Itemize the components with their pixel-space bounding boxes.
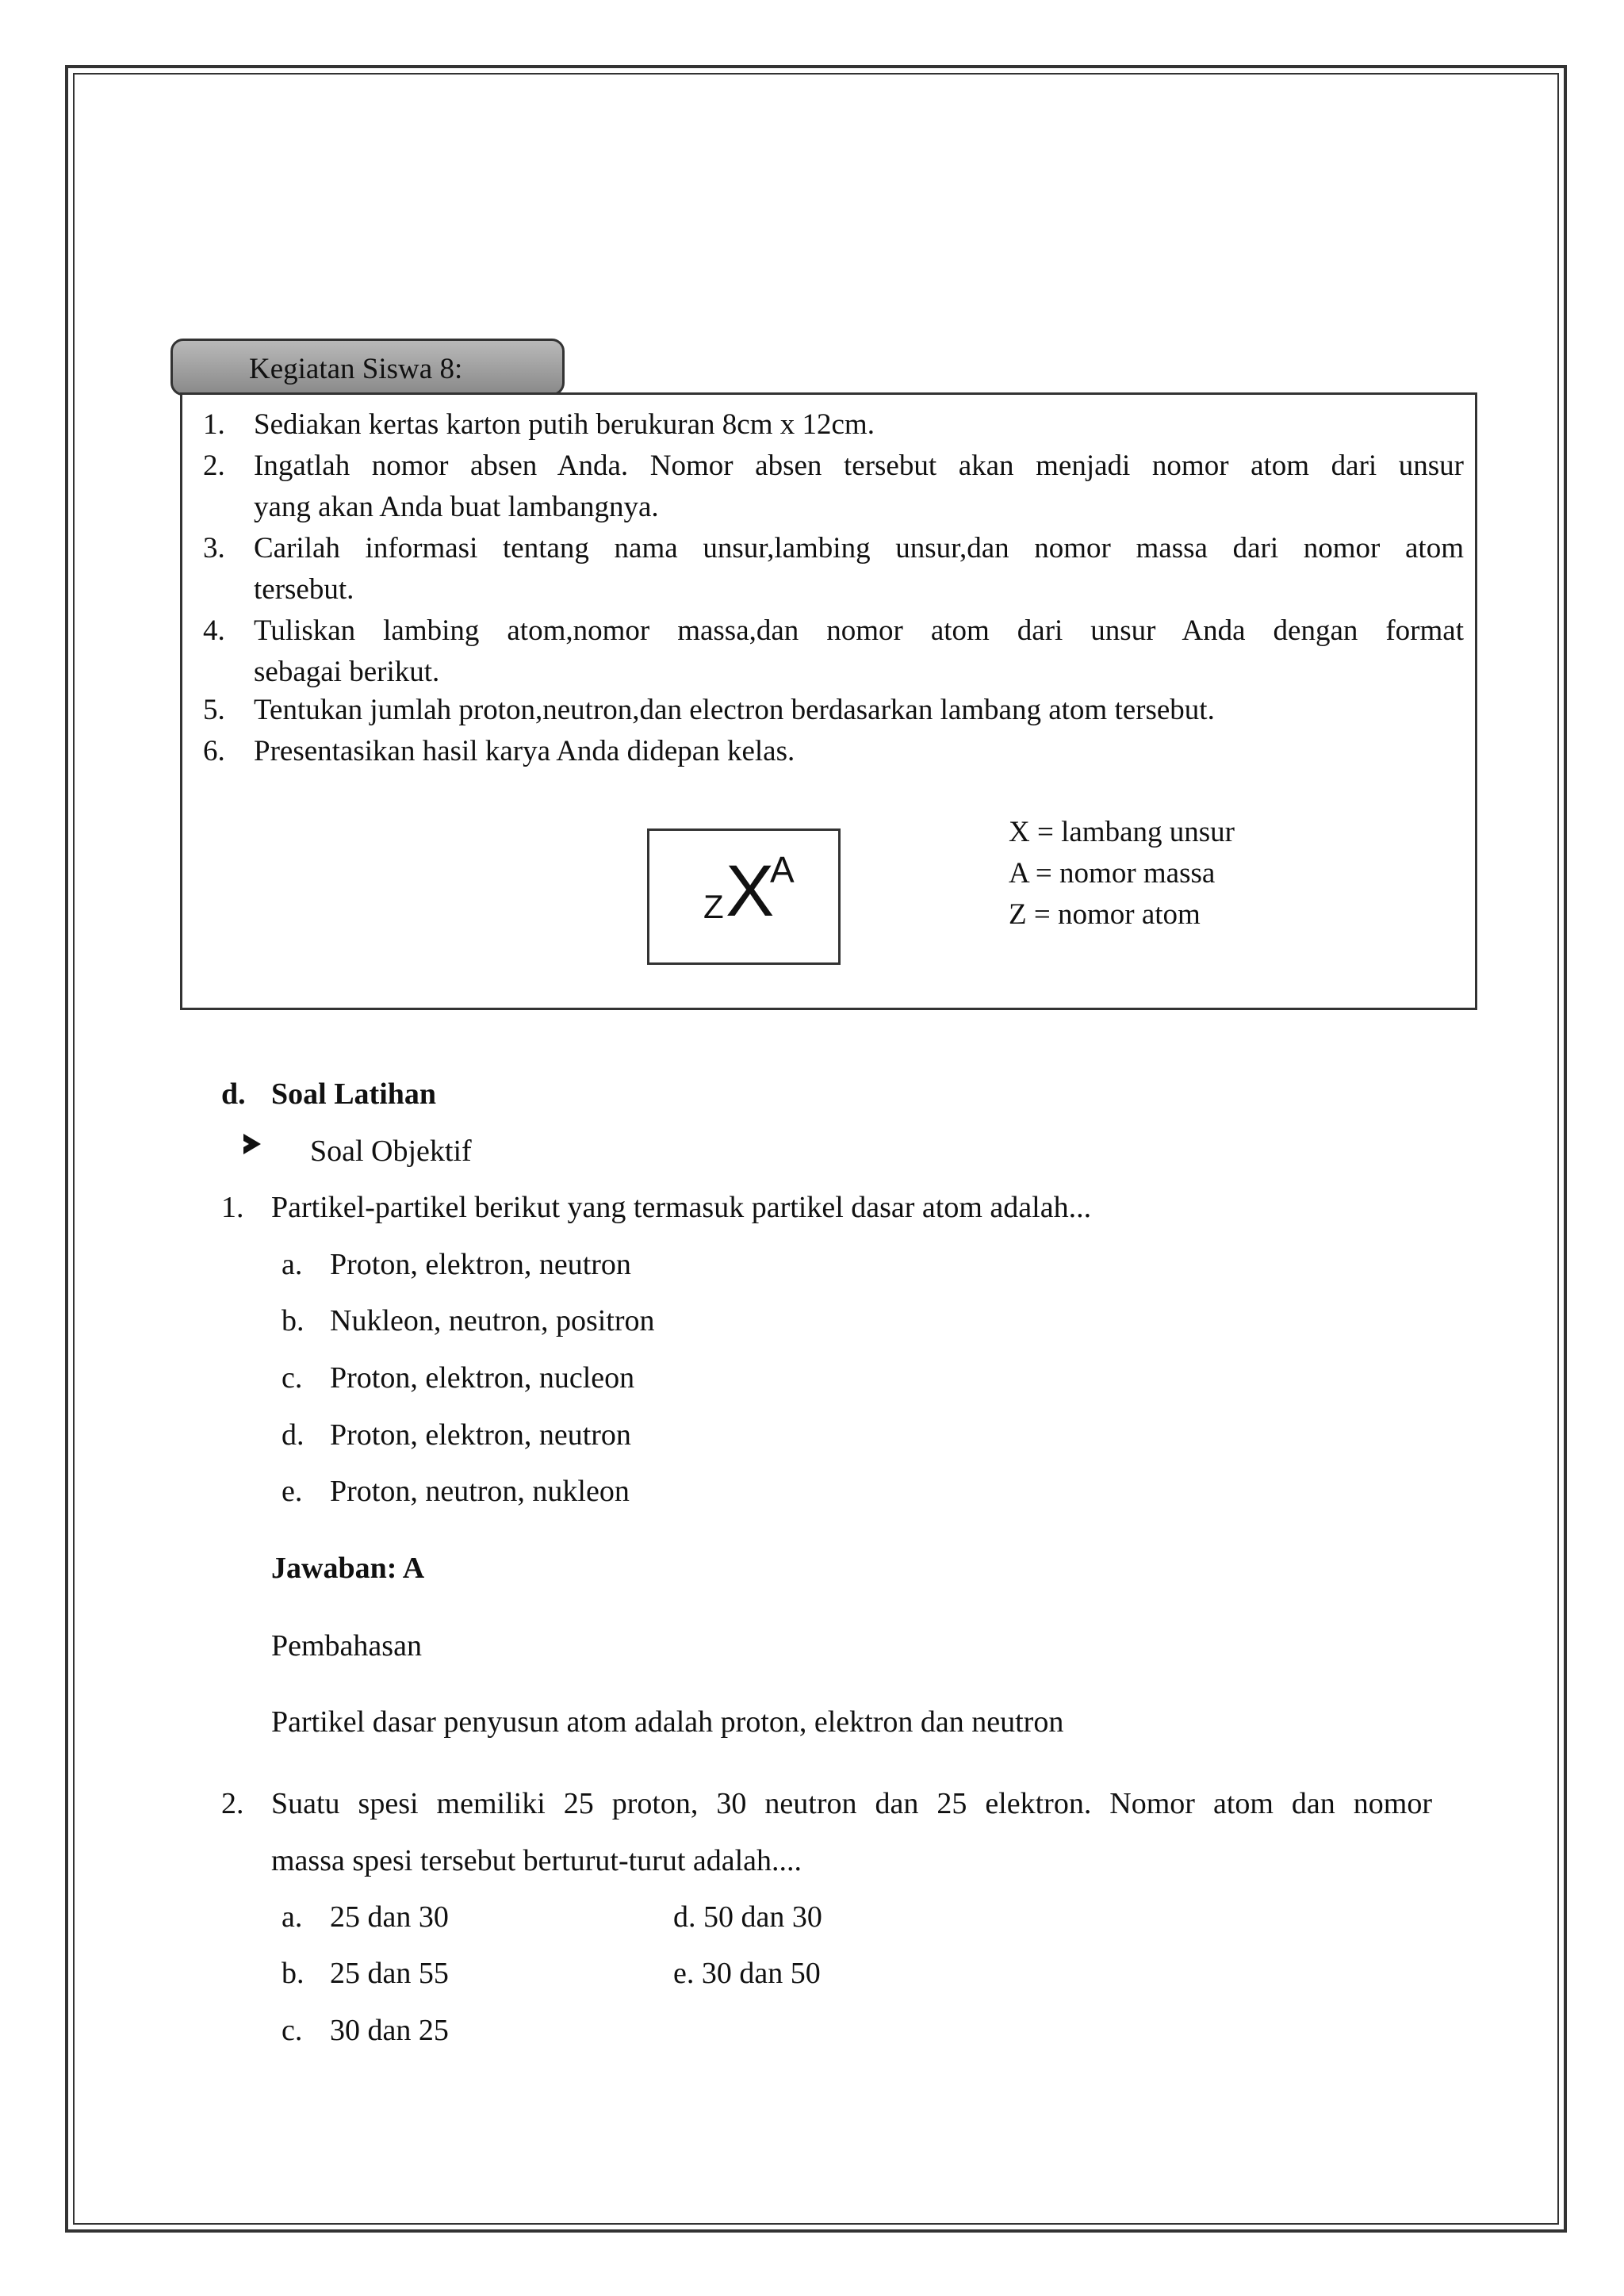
option-text: Nukleon, neutron, positron [330, 1304, 655, 1337]
question-text: Partikel-partikel berikut yang termasuk partikel dasar atom adalah... [271, 1191, 1092, 1224]
activity-step [203, 446, 1464, 528]
option-label: e. [282, 1475, 303, 1508]
activity-title: Kegiatan Siswa 8: [249, 353, 463, 385]
question-text-line: Suatu spesi memiliki 25 proton, 30 neutron dan 25 elektron. Nomor atom dan nomor [271, 1787, 1432, 1820]
legend-item: Z = nomor atom [1009, 898, 1201, 931]
legend-item: X = lambang unsur [1009, 816, 1235, 848]
step-number: 3. [203, 532, 225, 564]
option-text: 30 dan 25 [330, 2014, 449, 2047]
option-label: d. [282, 1418, 304, 1452]
option-text: Proton, neutron, nukleon [330, 1475, 630, 1508]
step-text-line: Tuliskan lambing atom,nomor massa,dan nomor atom dari unsur Anda dengan format [254, 614, 1464, 647]
activity-step [203, 528, 1464, 610]
step-number: 1. [203, 408, 225, 441]
question-number: 2. [221, 1787, 244, 1820]
option-label: c. [282, 2014, 303, 2047]
step-number: 5. [203, 694, 225, 726]
arrow-bullet-icon [243, 1134, 261, 1154]
step-text: Tentukan jumlah proton,neutron,dan electron berdasarkan lambang atom tersebut. [254, 694, 1215, 726]
option-text: Proton, elektron, nucleon [330, 1361, 635, 1395]
option-text: 25 dan 30 [330, 1900, 449, 1934]
section-title: Soal Latihan [271, 1077, 437, 1111]
option-text: d. 50 dan 30 [673, 1900, 822, 1934]
option-text: 25 dan 55 [330, 1957, 449, 1990]
legend-item: A = nomor massa [1009, 857, 1216, 890]
activity-step [203, 610, 1464, 693]
section-subtitle: Soal Objektif [310, 1135, 472, 1168]
section-letter: d. [221, 1077, 246, 1111]
atomic-number-subscript: Z [703, 888, 724, 925]
option-label: a. [282, 1900, 303, 1934]
option-label: a. [282, 1248, 303, 1281]
step-number: 2. [203, 450, 225, 482]
option-text: e. 30 dan 50 [673, 1957, 821, 1990]
activity-title-tab [170, 339, 565, 396]
step-number: 6. [203, 735, 225, 767]
question-text-line: massa spesi tersebut berturut-turut adalah.... [271, 1844, 802, 1877]
step-text-line: Ingatlah nomor absen Anda. Nomor absen tersebut akan menjadi nomor atom dari unsur [254, 450, 1464, 482]
step-text-line: yang akan Anda buat lambangnya. [254, 491, 659, 523]
option-text: Proton, elektron, neutron [330, 1248, 631, 1281]
atomic-notation-box [647, 828, 841, 965]
step-text-line: sebagai berikut. [254, 656, 440, 688]
discussion-title: Pembahasan [271, 1629, 422, 1663]
mass-number-superscript: A [770, 849, 795, 890]
step-number: 4. [203, 614, 225, 647]
option-label: b. [282, 1957, 304, 1990]
option-label: b. [282, 1304, 304, 1337]
option-text: Proton, elektron, neutron [330, 1418, 631, 1452]
step-text: Sediakan kertas karton putih berukuran 8cm x 12cm. [254, 408, 875, 441]
question-number: 1. [221, 1191, 244, 1224]
step-text: Presentasikan hasil karya Anda didepan kelas. [254, 735, 795, 767]
answer-key: Jawaban: A [271, 1552, 425, 1585]
discussion-text: Partikel dasar penyusun atom adalah proton, elektron dan neutron [271, 1705, 1064, 1739]
option-label: c. [282, 1361, 303, 1395]
step-text-line: tersebut. [254, 573, 354, 606]
element-symbol: X [726, 851, 775, 932]
step-text-line: Carilah informasi tentang nama unsur,lambing unsur,dan nomor massa dari nomor atom [254, 532, 1464, 564]
